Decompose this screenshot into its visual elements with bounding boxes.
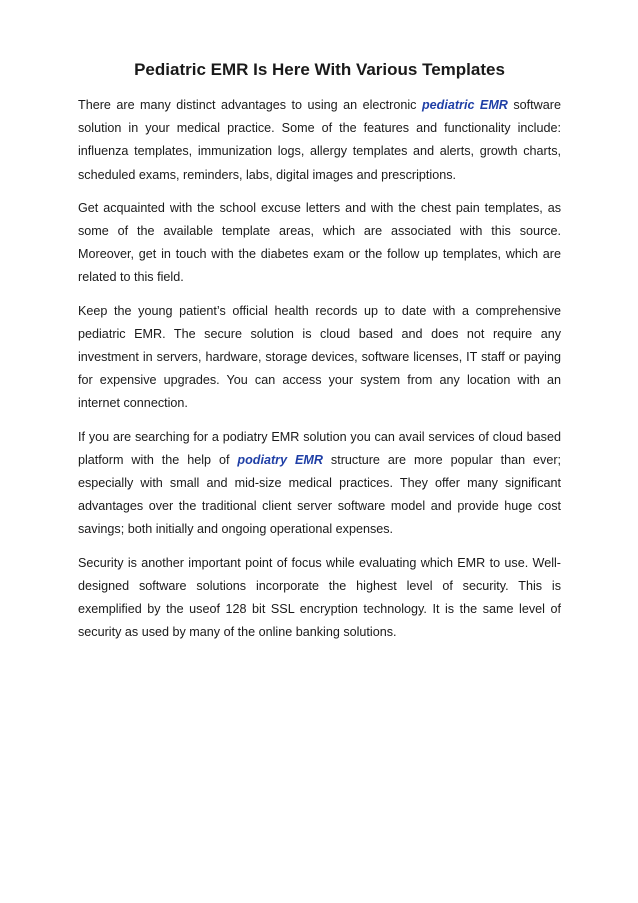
page-title: Pediatric EMR Is Here With Various Templates xyxy=(134,60,505,79)
document-page xyxy=(78,58,561,654)
podiatry-emr-link[interactable]: podiatry EMR xyxy=(237,452,323,467)
paragraph-1 xyxy=(78,94,561,187)
pediatric-emr-link[interactable]: pediatric EMR xyxy=(421,98,508,112)
paragraph-3: Keep the young patient’s official health records up to date with a comprehensive pediatric EMR. The secure solution is cloud based and does not require any investment in servers, hardware, storage devices, software licenses, IT staff or paying for expensive upgrades. You can access your system from any location with an internet connection. xyxy=(78,303,561,411)
paragraph-1-text-after: software solution in your medical practice. Some of the features and functionality include: influenza templates, immunization logs, allergy templates and alerts, growth charts, scheduled exams, reminders, labs, digital images and prescriptions. xyxy=(78,98,561,182)
paragraph-2: Get acquainted with the school excuse letters and with the chest pain templates, as some of the available template areas, which are associated with this source. Moreover, get in touch with the diabetes exam or the follow up templates, which are related to this field. xyxy=(78,200,561,285)
paragraph-5: Security is another important point of focus while evaluating which EMR to use. Well-designed software solutions incorporate the highest level of security. This is exemplified by the useof 128 bit SSL encryption technology. It is the same level of security as used by many of the online banking solutions. xyxy=(78,555,561,640)
paragraph-1-text-before: There are many distinct advantages to using an electronic xyxy=(78,98,422,112)
paragraph-4-text-after: structure are more popular than ever; especially with small and mid-size medical practices. They offer many significant advantages over the traditional client server software model and provide huge cost savings; both initially and ongoing operational expenses. xyxy=(78,452,562,537)
paragraph-4-text-before: If you are searching for a podiatry EMR solution you can avail services of cloud based platform with the help of xyxy=(78,429,561,467)
paragraph-4 xyxy=(78,426,561,542)
